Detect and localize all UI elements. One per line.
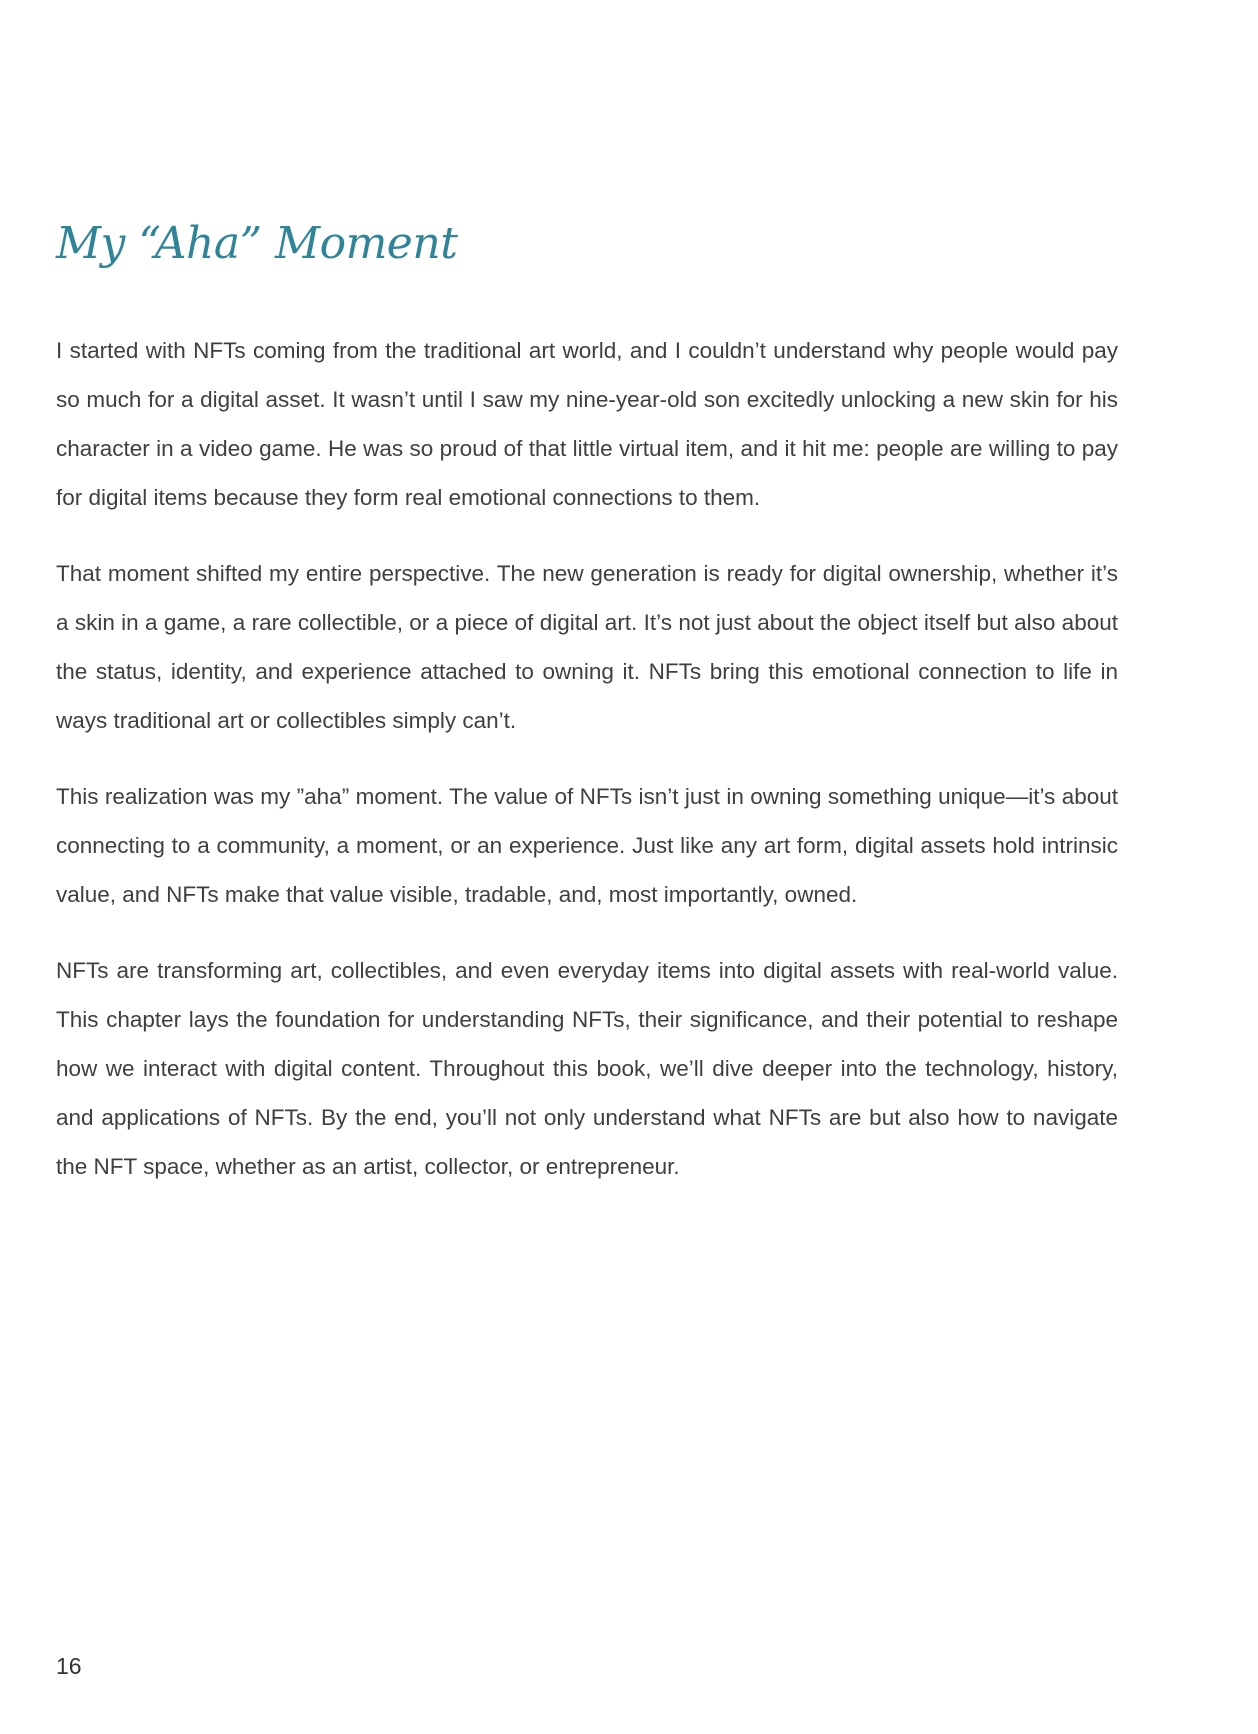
paragraph-2: That moment shifted my entire perspective. The new generation is ready for digital ownership, whether it’s a skin in a game, a rare collectible, or a piece of digital art. It’s not just about the object itself but also about the status, identity, and experience attached to owning it. NFTs bring this emotional connection to life in ways traditional art or collectibles simply can’t. xyxy=(56,561,1118,733)
page-number: 16 xyxy=(56,1653,82,1679)
paragraph-3: This realization was my ”aha” moment. The value of NFTs isn’t just in owning something unique—it’s about connecting to a community, a moment, or an experience. Just like any art form, digital assets hold intrinsic value, and NFTs make that value visible, tradable, and, most importantly, owned. xyxy=(56,784,1118,907)
paragraph-4: NFTs are transforming art, collectibles, and even everyday items into digital assets with real-world value. This chapter lays the foundation for understanding NFTs, their significance, and their potential to reshape how we interact with digital content. Throughout this book, we’ll dive deeper into the technology, history, and applications of NFTs. By the end, you’ll not only understand what NFTs are but also how to navigate the NFT space, whether as an artist, collector, or entrepreneur. xyxy=(56,958,1118,1179)
paragraph-1: I started with NFTs coming from the traditional art world, and I couldn’t understand why people would pay so much for a digital asset. It wasn’t until I saw my nine-year-old son excitedly unlocking a new skin for his character in a video game. He was so proud of that little virtual item, and it hit me: people are willing to pay for digital items because they form real emotional connections to them. xyxy=(56,338,1118,510)
body-text xyxy=(56,326,1118,1218)
section-heading: My “Aha” Moment xyxy=(56,218,458,269)
